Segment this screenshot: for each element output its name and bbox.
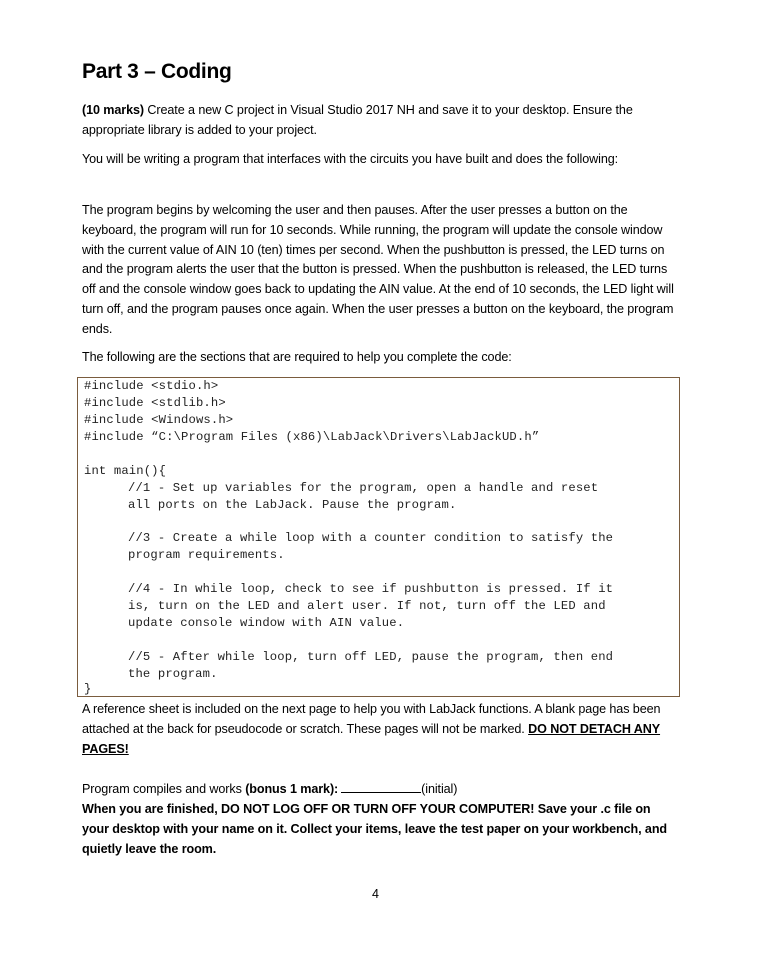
lead-in-paragraph: You will be writing a program that interfaces with the circuits you have built and does the following: xyxy=(82,152,619,166)
marks-label: (10 marks) xyxy=(82,103,145,117)
code-step5-line1: //5 - After while loop, turn off LED, pause the program, then end xyxy=(128,650,614,664)
code-step1-line2: all ports on the LabJack. Pause the program. xyxy=(128,498,457,512)
code-main-close: } xyxy=(84,682,92,696)
code-step4-line2: is, turn on the LED and alert user. If not, turn off the LED and xyxy=(128,599,606,613)
code-main-open: int main(){ xyxy=(84,464,167,478)
code-step1-line1: //1 - Set up variables for the program, open a handle and reset xyxy=(128,481,599,495)
sections-intro: The following are the sections that are required to help you complete the code: xyxy=(82,350,512,364)
page-number: 4 xyxy=(372,887,379,901)
reference-note-text: A reference sheet is included on the next page to help you with LabJack functions. A blank page has been attached at the back for pseudocode or scratch. These pages will not be marked. xyxy=(82,702,661,736)
initial-blank-line xyxy=(341,780,421,793)
bonus-line xyxy=(82,780,678,800)
code-include-2: #include <stdlib.h> xyxy=(84,396,226,410)
bonus-label: Program compiles and works xyxy=(82,782,246,796)
detach-warning: DO NOT DETACH ANY PAGES! xyxy=(82,721,661,756)
reference-note xyxy=(82,700,678,759)
code-step4-line1: //4 - In while loop, check to see if pushbutton is pressed. If it xyxy=(128,582,614,596)
bonus-suffix: (initial) xyxy=(421,782,458,796)
code-step3-line2: program requirements. xyxy=(128,548,285,562)
code-include-4: #include “C:\Program Files (x86)\LabJack\Drivers\LabJackUD.h” xyxy=(84,430,540,444)
description-paragraph: The program begins by welcoming the user and then pauses. After the user presses a button on the keyboard, the program will run for 10 seconds. While running, the program will update the console window with the current value of AIN 10 (ten) times per second. When the pushbutton is pressed, the LED turns on and the program alerts the user that the button is pressed. When the pushbutton is released, the LED turns off and the console window goes back to updating the AIN value. At the end of 10 seconds, the LED light will turn off, and the program pauses once again. When the user presses a button on the keyboard, the program ends. xyxy=(82,203,674,336)
final-instructions: When you are finished, DO NOT LOG OFF OR TURN OFF YOUR COMPUTER! Save your .c file on your desktop with your name on it. Collect your items, leave the test paper on your workbench, and quietly leave the room. xyxy=(82,802,668,856)
code-box xyxy=(77,377,680,697)
intro-paragraph xyxy=(82,101,678,141)
code-step3-line1: //3 - Create a while loop with a counter condition to satisfy the xyxy=(128,531,614,545)
code-step5-line2: the program. xyxy=(128,667,218,681)
bonus-marks: (bonus 1 mark): xyxy=(245,782,339,796)
code-include-1: #include <stdio.h> xyxy=(84,379,219,393)
intro-text: Create a new C project in Visual Studio 2017 NH and save it to your desktop. Ensure the appropriate library is added to your project. xyxy=(82,103,633,137)
code-step4-line3: update console window with AIN value. xyxy=(128,616,405,630)
section-title: Part 3 – Coding xyxy=(82,60,232,83)
code-include-3: #include <Windows.h> xyxy=(84,413,234,427)
